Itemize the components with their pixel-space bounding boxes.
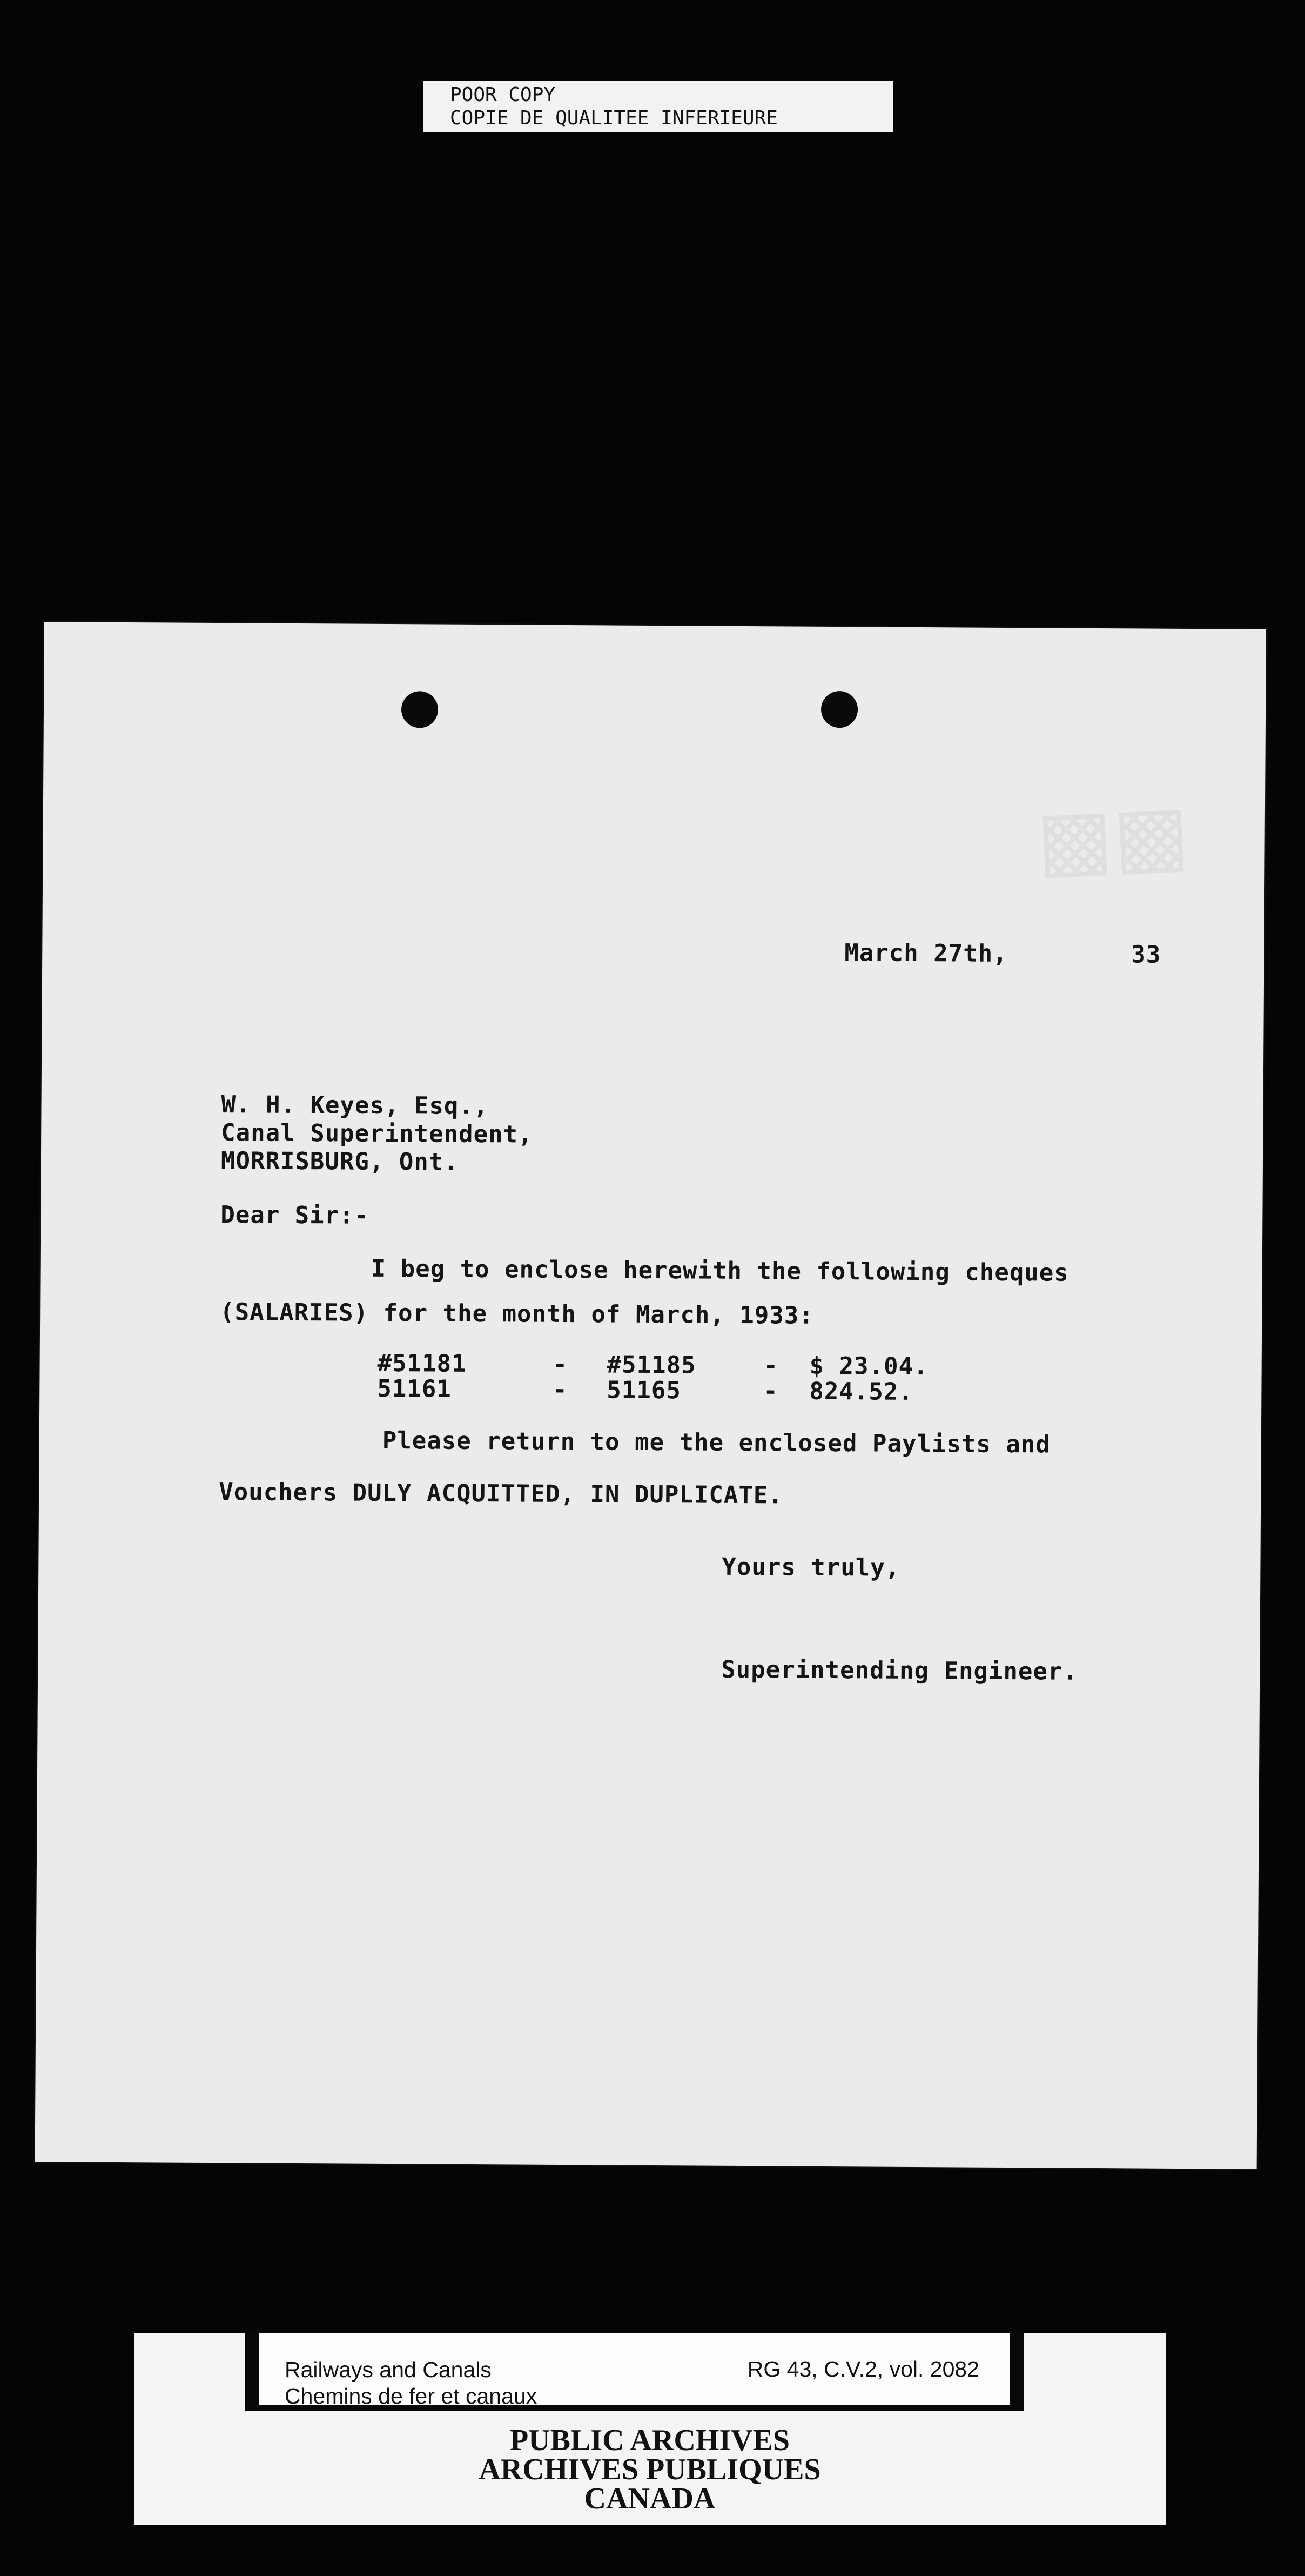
poor-copy-line-en: POOR COPY (450, 84, 556, 106)
poor-copy-label (423, 81, 893, 132)
archive-reference-label (245, 2333, 1024, 2411)
punch-hole-left (401, 691, 438, 728)
recipient-name: W. H. Keyes, Esq., (221, 1091, 489, 1121)
cheque-range-2-dash-2: - (763, 1377, 779, 1405)
institution-country: CANADA (584, 2482, 716, 2515)
punch-hole-right (821, 691, 858, 728)
poor-copy-line-fr: COPIE DE QUALITEE INFERIEURE (450, 107, 778, 129)
cheque-range-2-amount: 824.52. (809, 1377, 913, 1406)
cheque-range-2-dash: - (553, 1376, 568, 1404)
signature-title: Superintending Engineer. (721, 1655, 1078, 1686)
fonds-name-en: Railways and Canals (285, 2357, 492, 2382)
institution-name-fr: ARCHIVES PUBLIQUES (479, 2453, 821, 2486)
cheque-range-1-from: #51181 (377, 1349, 467, 1378)
letter-sheet (35, 622, 1266, 2169)
recipient-title: Canal Superintendent, (221, 1119, 533, 1149)
closing: Yours truly, (722, 1553, 900, 1582)
cheque-range-1-amount: $ 23.04. (809, 1352, 929, 1381)
paragraph-1-line-2: (SALARIES) for the month of March, 1933: (220, 1298, 814, 1330)
paragraph-2-line-2: Vouchers DULY ACQUITTED, IN DUPLICATE. (219, 1478, 783, 1510)
cheque-range-1-dash: - (553, 1350, 568, 1379)
institution-name-en: PUBLIC ARCHIVES (509, 2424, 790, 2457)
cheque-range-2-from: 51161 (377, 1374, 452, 1403)
letter-year: 33 (1131, 941, 1161, 969)
cheque-range-2-to: 51165 (607, 1376, 681, 1405)
paragraph-2-line-1: Please return to me the enclosed Paylists and (382, 1426, 1051, 1459)
letter-date: March 27th, (844, 939, 1008, 968)
archive-reference: RG 43, C.V.2, vol. 2082 (747, 2357, 979, 2382)
cheque-range-1-dash-2: - (763, 1352, 779, 1380)
paragraph-1-line-1: I beg to enclose herewith the following cheques (371, 1255, 1069, 1287)
fonds-name-fr: Chemins de fer et canaux (285, 2384, 537, 2409)
institution-name (134, 2426, 1166, 2513)
bleed-through-stamp: ▩▩ (1034, 787, 1192, 888)
fonds-name (285, 2357, 537, 2410)
cheque-range-1-to: #51185 (607, 1351, 696, 1379)
recipient-location: MORRISBURG, Ont. (220, 1147, 459, 1176)
archive-footer (134, 2333, 1166, 2525)
salutation: Dear Sir:- (220, 1201, 369, 1230)
